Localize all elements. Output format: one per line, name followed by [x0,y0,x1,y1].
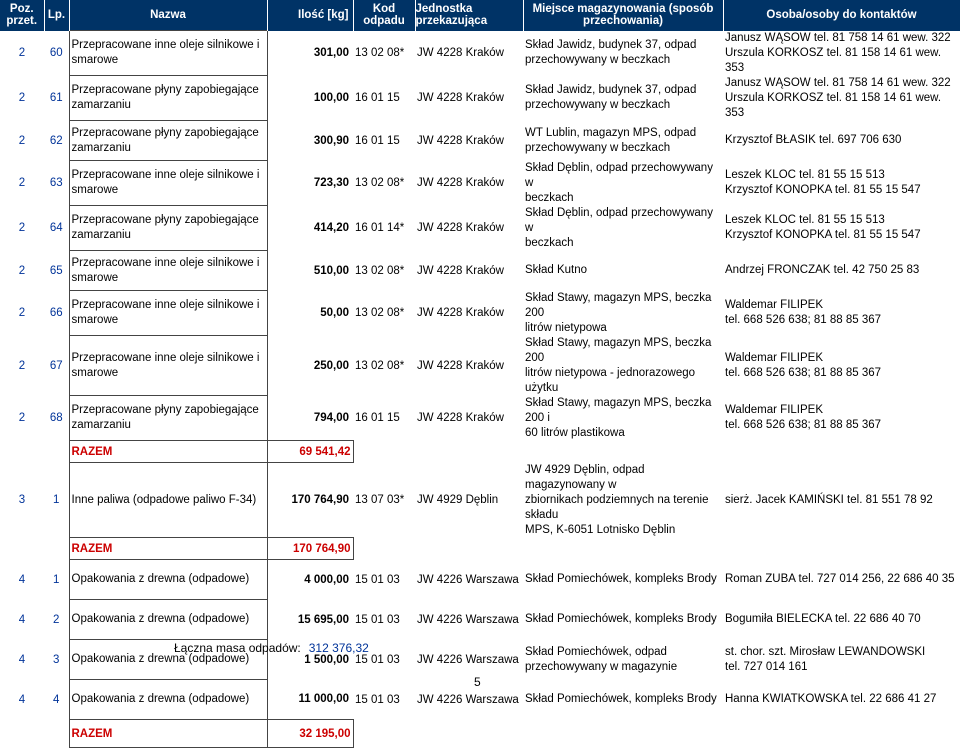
cell-lp: 60 [49,47,63,59]
cell-miejsce: Skład Pomiechówek, kompleks Brody [525,613,717,625]
cell-lp: 1 [53,494,60,506]
cell-nazwa: Opakowania z drewna (odpadowe) [69,600,267,640]
cell-ilosc: 170 764,90 [291,494,349,506]
razem-value: 69 541,42 [267,441,353,463]
table-row [0,121,960,161]
table-row [0,336,960,396]
cell-poz: 2 [18,222,26,234]
cell-miejsce: Skład Jawidz, budynek 37, odpad przechowywany w beczkach [525,84,697,111]
cell-osoba: Bogumiła BIELECKA tel. 22 686 40 70 [725,613,921,625]
razem-label: RAZEM [69,720,267,748]
empty-cell [0,538,44,560]
table-row [0,161,960,206]
empty-cell [723,720,960,748]
razem-value: 32 195,00 [267,720,353,748]
cell-jednostka: JW 4228 Kraków [417,134,504,147]
cell-osoba: Leszek KLOC tel. 81 55 15 513 Krzysztof KONOPKA tel. 81 55 15 547 [725,214,921,241]
empty-cell [523,538,723,560]
empty-cell [0,441,44,463]
header-poz: Poz. przet. [0,0,44,31]
cell-lp: 63 [49,177,63,189]
empty-cell [723,441,960,463]
table-header-row [0,0,960,31]
cell-ilosc: 50,00 [320,307,349,319]
cell-ilosc: 11 000,00 [298,693,349,706]
cell-poz: 2 [18,359,26,372]
cell-poz: 2 [18,264,26,277]
empty-cell [723,538,960,560]
cell-lp: 62 [49,134,63,147]
header-osoba: Osoba/osoby do kontaktów [723,0,960,31]
total-mass-value: 312 376,32 [308,641,369,655]
cell-poz: 2 [18,92,26,104]
cell-lp: 2 [53,613,60,626]
cell-jednostka: JW 4228 Kraków [417,264,504,277]
cell-nazwa: Przepracowane płyny zapobiegające zamarzaniu [69,121,267,161]
cell-nazwa: Opakowania z drewna (odpadowe) [69,680,267,720]
empty-cell [523,441,723,463]
table-row [0,76,960,121]
cell-miejsce: WT Lublin, magazyn MPS, odpad przechowywany w beczkach [525,126,697,154]
empty-cell [353,538,415,560]
cell-osoba: Krzysztof BŁASIK tel. 697 706 630 [725,134,902,146]
cell-poz: 2 [18,412,26,424]
page-number: 5 [474,675,481,689]
table-row [0,251,960,291]
header-kod: Kod odpadu [353,0,415,31]
total-mass [174,641,369,655]
cell-ilosc: 250,00 [313,359,349,372]
cell-lp: 61 [49,92,63,104]
cell-miejsce: Skład Pomiechówek, kompleks Brody [525,693,717,705]
cell-miejsce: Skład Stawy, magazyn MPS, beczka 200 litrów nietypowa [525,291,712,334]
cell-lp: 66 [49,307,63,319]
cell-osoba: Waldemar FILIPEK tel. 668 526 638; 81 88 85 367 [725,299,882,326]
cell-jednostka: JW 4228 Kraków [417,92,504,104]
table-row [0,206,960,251]
empty-cell [44,538,69,560]
cell-lp: 67 [49,359,63,372]
cell-kod: 13 07 03* [355,494,405,506]
cell-miejsce: Skład Kutno [525,264,588,276]
cell-ilosc: 510,00 [313,264,349,277]
cell-ilosc: 723,30 [313,177,349,189]
cell-lp: 64 [49,222,63,234]
header-ilosc: Ilość [kg] [267,0,353,31]
total-row [0,441,960,463]
cell-osoba: Andrzej FRONCZAK tel. 42 750 25 83 [725,264,920,276]
cell-kod: 16 01 15 [355,412,400,424]
cell-ilosc: 300,90 [313,134,349,147]
empty-cell [0,720,44,748]
cell-kod: 13 02 08* [355,307,405,319]
table-row [0,396,960,441]
cell-lp: 68 [49,412,63,424]
cell-jednostka: JW 4929 Dęblin [417,494,499,506]
table-row [0,291,960,336]
cell-miejsce: Skład Jawidz, budynek 37, odpad przechowywany w beczkach [525,39,697,66]
cell-miejsce: JW 4929 Dęblin, odpad magazynowany w zbiornikach podziemnych na terenie składu MPS, K-6051 Lotnisko Dęblin [525,463,709,536]
cell-jednostka: JW 4226 Warszawa [417,573,519,586]
empty-cell [523,720,723,748]
table-row [0,640,960,680]
cell-kod: 13 02 08* [355,359,405,372]
cell-lp: 1 [53,573,60,586]
cell-miejsce: Skład Stawy, magazyn MPS, beczka 200 i 60 litrów plastikowa [525,396,712,439]
cell-ilosc: 4 000,00 [304,573,349,586]
cell-miejsce: Skład Stawy, magazyn MPS, beczka 200 litrów nietypowa - jednorazowego użytku [525,336,712,394]
table-row [0,463,960,538]
cell-nazwa: Przepracowane inne oleje silnikowe i smarowe [69,251,267,291]
cell-jednostka: JW 4228 Kraków [417,359,504,372]
empty-cell [44,441,69,463]
cell-miejsce: Skład Dęblin, odpad przechowywany w beczkach [525,206,713,249]
razem-value: 170 764,90 [267,538,353,560]
cell-nazwa: Przepracowane inne oleje silnikowe i smarowe [69,291,267,336]
cell-nazwa: Przepracowane inne oleje silnikowe i smarowe [69,31,267,76]
cell-ilosc: 15 695,00 [297,613,349,626]
cell-nazwa: Przepracowane płyny zapobiegające zamarzaniu [69,206,267,251]
razem-label: RAZEM [69,538,267,560]
cell-osoba: Waldemar FILIPEK tel. 668 526 638; 81 88 85 367 [725,404,882,431]
cell-kod: 13 02 08* [355,47,405,59]
cell-nazwa: Opakowania z drewna (odpadowe) [69,560,267,600]
cell-poz: 4 [18,613,26,626]
cell-poz: 4 [18,693,26,706]
cell-kod: 13 02 08* [355,264,405,277]
cell-poz: 4 [18,573,26,586]
total-mass-label: Łączna masa odpadów: [174,641,301,655]
cell-ilosc: 301,00 [313,47,349,59]
empty-cell [415,720,523,748]
cell-nazwa: Przepracowane inne oleje silnikowe i smarowe [69,336,267,396]
table-body [0,31,960,748]
cell-osoba: Janusz WĄSOW tel. 81 758 14 61 wew. 322 Urszula KORKOSZ tel. 81 158 14 61 wew. 353 [725,76,951,119]
header-lp: Lp. [44,0,69,31]
cell-osoba: Waldemar FILIPEK tel. 668 526 638; 81 88 85 367 [725,351,882,379]
cell-poz: 2 [18,134,26,147]
cell-lp: 4 [53,693,60,706]
cell-poz: 3 [18,494,26,506]
cell-osoba: Hanna KWIATKOWSKA tel. 22 686 41 27 [725,693,937,705]
cell-nazwa: Przepracowane płyny zapobiegające zamarzaniu [69,396,267,441]
cell-kod: 13 02 08* [355,177,405,189]
table-row [0,31,960,76]
total-row [0,720,960,748]
cell-jednostka: JW 4226 Warszawa [417,693,519,706]
cell-osoba: Janusz WĄSOW tel. 81 758 14 61 wew. 322 Urszula KORKOSZ tel. 81 158 14 61 wew. 353 [725,31,951,74]
table-row [0,600,960,640]
cell-lp: 3 [53,653,60,666]
empty-cell [415,441,523,463]
cell-osoba: st. chor. szt. Mirosław LEWANDOWSKI tel. 727 014 161 [725,645,926,673]
cell-jednostka: JW 4228 Kraków [417,177,504,189]
cell-miejsce: Skład Pomiechówek, kompleks Brody [525,573,717,585]
total-row [0,538,960,560]
cell-nazwa: Przepracowane płyny zapobiegające zamarzaniu [69,76,267,121]
cell-miejsce: Skład Pomiechówek, odpad przechowywany w magazynie [525,645,678,673]
cell-lp: 65 [49,264,63,277]
cell-ilosc: 100,00 [313,92,349,104]
header-jednostka: Jednostka przekazująca [415,0,523,31]
empty-cell [44,720,69,748]
cell-osoba: Roman ZUBA tel. 727 014 256, 22 686 40 35 [725,573,955,585]
cell-jednostka: JW 4226 Warszawa [417,613,519,626]
empty-cell [415,538,523,560]
cell-poz: 2 [18,307,26,319]
cell-kod: 15 01 03 [355,693,400,706]
empty-cell [353,720,415,748]
cell-jednostka: JW 4226 Warszawa [417,653,519,666]
table-row [0,560,960,600]
header-nazwa: Nazwa [69,0,267,31]
cell-poz: 2 [18,47,26,59]
cell-poz: 2 [18,177,26,189]
cell-osoba: Leszek KLOC tel. 81 55 15 513 Krzysztof KONOPKA tel. 81 55 15 547 [725,169,921,196]
razem-label: RAZEM [69,441,267,463]
cell-nazwa: Inne paliwa (odpadowe paliwo F-34) [69,463,267,538]
header-miejsce: Miejsce magazynowania (sposób przechowania) [523,0,723,31]
cell-osoba: sierż. Jacek KAMIŃSKI tel. 81 551 78 92 [725,493,933,506]
cell-ilosc: 1 500,00 [304,653,349,666]
cell-jednostka: JW 4228 Kraków [417,307,504,319]
cell-kod: 16 01 14* [355,222,405,234]
cell-poz: 4 [18,653,26,666]
cell-nazwa: Przepracowane inne oleje silnikowe i smarowe [69,161,267,206]
cell-jednostka: JW 4228 Kraków [417,47,504,59]
cell-nazwa: Opakowania z drewna (odpadowe) [69,640,267,680]
cell-ilosc: 414,20 [313,222,349,234]
cell-ilosc: 794,00 [313,411,349,424]
cell-kod: 15 01 03 [355,613,400,626]
cell-kod: 15 01 03 [355,573,400,586]
cell-kod: 16 01 15 [355,92,400,104]
cell-kod: 16 01 15 [355,134,400,147]
cell-miejsce: Skład Dęblin, odpad przechowywany w beczkach [525,161,713,204]
cell-kod: 15 01 03 [355,653,400,666]
empty-cell [353,441,415,463]
cell-jednostka: JW 4228 Kraków [417,222,504,234]
cell-jednostka: JW 4228 Kraków [417,412,504,424]
